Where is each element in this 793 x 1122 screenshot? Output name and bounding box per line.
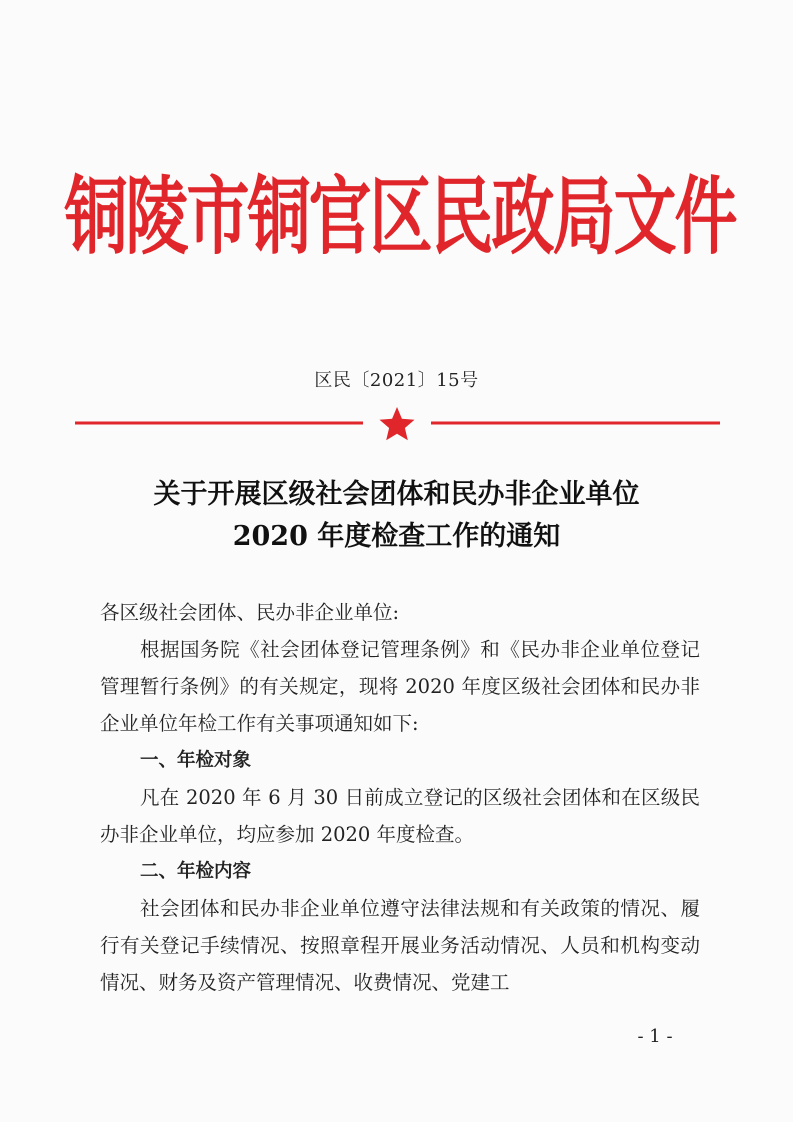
star-icon: [380, 407, 415, 440]
document-number: 区民〔2021〕15号: [314, 370, 479, 391]
document-body: [100, 594, 700, 1001]
notice-title-line-2: 2020 年度检查工作的通知: [232, 521, 561, 552]
intro-paragraph: 根据国务院《社会团体登记管理条例》和《民办非企业单位登记管理暂行条例》的有关规定，现将 2020 年度区级社会团体和民办非企业单位年检工作有关事项通知如下:: [100, 638, 700, 735]
page-number: - 1 -: [637, 1026, 673, 1047]
section-heading-1: 一、年检对象: [140, 750, 252, 771]
section-1-paragraph: 凡在 2020 年 6 月 30 日前成立登记的区级社会团体和在区级民办非企业单位，均应参加 2020 年度检查。: [100, 786, 700, 846]
salutation: 各区级社会团体、民办非企业单位:: [100, 601, 400, 624]
red-divider-with-star: [75, 406, 720, 444]
section-heading-2: 二、年检内容: [140, 861, 252, 882]
masthead-title: 铜陵市铜官区民政局文件: [64, 166, 736, 266]
notice-title: [0, 474, 793, 558]
notice-title-line-1: 关于开展区级社会团体和民办非企业单位: [153, 479, 640, 510]
section-2-paragraph: 社会团体和民办非企业单位遵守法律法规和有关政策的情况、履行有关登记手续情况、按照章程开展业务活动情况、人员和机构变动情况、财务及资产管理情况、收费情况、党建工: [100, 897, 700, 994]
